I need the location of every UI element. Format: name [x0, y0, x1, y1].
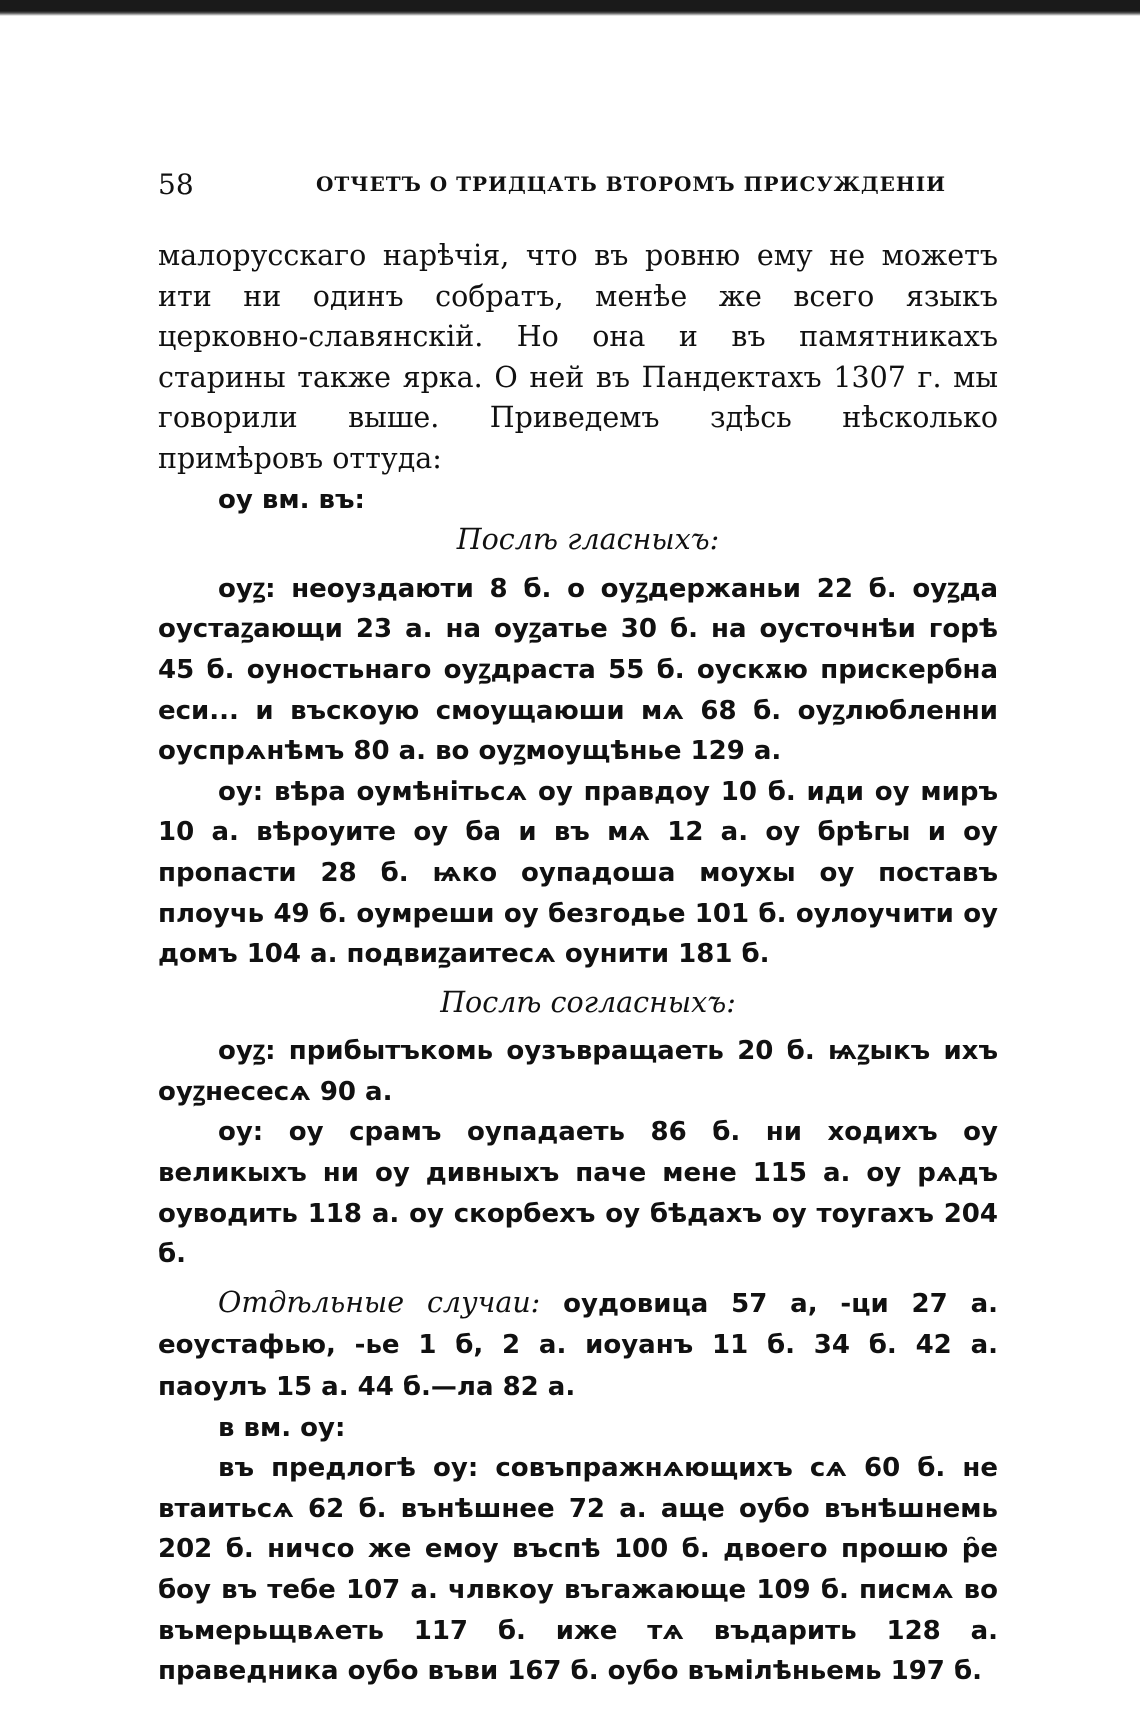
paragraph-separate-cases [158, 1283, 998, 1408]
paragraph-consonants-oy: оу: оу срамъ оупадаеть 86 б. ни ходихъ оу великыхъ ни оу дивныхъ паче мене 115 а. оу рѧдъ оуводить 118 а. оу скорбехъ оу бѣдахъ оу тоугахъ 204 б. [158, 1117, 998, 1270]
page-header [158, 168, 1008, 208]
subheading-v-vm-oy: в вм. оу: [218, 1412, 346, 1443]
subheading-oy-vm-ve: оу вм. въ: [218, 484, 365, 515]
page-number: 58 [158, 168, 194, 201]
paragraph-vowels-oyz: оуꙁ: неоуздаюти 8 б. о оуꙁдержаньи 22 б. оуꙁда оустаꙁающи 23 а. на оуꙁатье 30 б. на оусточнѣи горѣ 45 б. оуностьнаго оуꙁдраста 55 б. оускѫю прискербна еси... и въскоую смоущаюши мѧ 68 б. оуꙁлюбленни оуспрѧнѣмъ 80 а. во оуꙁмоущѣнье 129 а. [158, 573, 998, 767]
top-border-rule [0, 0, 1140, 16]
heading-after-consonants: Послѣ согласныхъ: [440, 985, 736, 1019]
paragraph-consonants-oyz: оуꙁ: прибытъкомь оузъвращаеть 20 б. ѩꙁыкъ ихъ оуꙁнесесѧ 90 а. [158, 1036, 998, 1107]
running-title: ОТЧЕТЪ О ТРИДЦАТЬ ВТОРОМЪ ПРИСУЖДЕНІИ [316, 172, 947, 196]
paragraph-prepositions: въ предлогѣ оу: совъпражнѧющихъ сѧ 60 б. не втаитьсѧ 62 б. вънѣшнее 72 а. аще оубо вънѣшнемь 202 б. ничсо же емоу въспѣ 100 б. двоего прошю р̑е боу въ тебе 107 а. члвкоу въгажающе 109 б. писмѧ во въмерьщвѧеть 117 б. иже тѧ въдарить 128 а. праведника оубо въви 167 б. оубо въмілѣньемь 197 б. [158, 1453, 998, 1687]
separate-cases-text: оудовица 57 а, -ци 27 а. еоустафью, -ье 1 б, 2 а. иоуанъ 11 б. 34 б. 42 а. паоулъ 15 а. 44 б.—ла 82 а. [158, 1288, 998, 1403]
paragraph-intro: малорусскаго нарѣчія, что въ ровню ему не можетъ ити ни одинъ собратъ, менѣе же всего языкъ церковно-славянскій. Но она и въ памятникахъ старины также ярка. О ней въ Пандектахъ 1307 г. мы говорили выше. Приведемъ здѣсь нѣсколько примѣровъ оттуда: [158, 239, 998, 475]
heading-after-vowels: Послѣ гласныхъ: [456, 523, 720, 557]
page-body [158, 236, 998, 1692]
paragraph-vowels-oy: оу: вѣра оумѣнітьсѧ оу правдоу 10 б. иди оу миръ 10 а. вѣроуите оу ба и въ мѧ 12 а. оу брѣгы и оу пропасти 28 б. ѩко оупадоша моухы оу поставъ плоучь 49 б. оумреши оу безгодье 101 б. оулоучити оу домъ 104 а. подвиꙁаитесѧ оунити 181 б. [158, 776, 998, 970]
separate-cases-label: Отдѣльные случаи: [218, 1285, 541, 1319]
